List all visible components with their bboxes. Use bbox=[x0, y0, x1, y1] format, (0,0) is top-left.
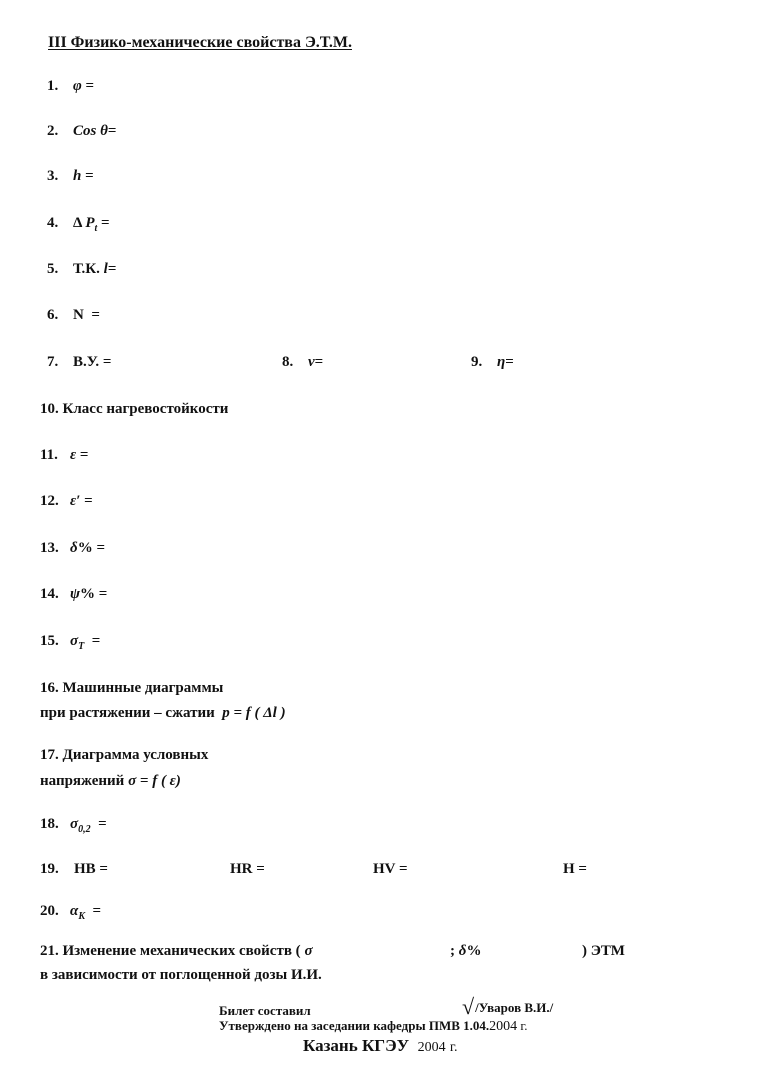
item-2 bbox=[47, 122, 116, 140]
item-19 bbox=[40, 860, 108, 878]
item-text: N = bbox=[73, 307, 100, 323]
item-10: 10. Класс нагревостойкости bbox=[40, 401, 229, 417]
item-6 bbox=[47, 306, 100, 324]
subscript: t bbox=[94, 223, 98, 234]
item-number: 18. bbox=[40, 816, 59, 832]
author-name: /Уваров В.И./ bbox=[475, 1000, 554, 1015]
hardness-h: H = bbox=[563, 861, 587, 877]
item-15 bbox=[40, 632, 100, 656]
item-number: 6. bbox=[47, 307, 59, 323]
composed-label: Билет составил bbox=[219, 1003, 311, 1018]
item-21-delta bbox=[450, 942, 481, 960]
symbol: φ bbox=[73, 78, 82, 94]
item-13 bbox=[40, 539, 105, 557]
item-text: 21. Изменение механических свойств ( bbox=[40, 943, 301, 959]
equals: = bbox=[107, 123, 117, 139]
equals: = bbox=[505, 354, 514, 370]
approval-year-suffix: г. bbox=[520, 1018, 528, 1033]
approval-line bbox=[219, 1017, 528, 1036]
symbol: P bbox=[85, 215, 95, 231]
item-3 bbox=[47, 167, 94, 185]
symbol: α bbox=[70, 903, 79, 919]
equals: % = bbox=[77, 540, 105, 556]
item-number: 20. bbox=[40, 903, 59, 919]
equals: = bbox=[84, 633, 101, 649]
city-year: 2004 bbox=[417, 1040, 446, 1055]
equals: = bbox=[84, 903, 102, 919]
symbol-sigma: σ bbox=[304, 943, 313, 959]
item-text: напряжений bbox=[40, 773, 125, 789]
equals: = bbox=[76, 447, 89, 463]
symbol: h bbox=[73, 168, 82, 184]
item-21-close: ) ЭТМ bbox=[582, 943, 625, 959]
symbol: η bbox=[497, 354, 506, 370]
item-12 bbox=[40, 492, 93, 510]
item-number: 4. bbox=[47, 215, 59, 231]
formula: p = f ( Δl ) bbox=[222, 705, 286, 721]
item-number: 9. bbox=[471, 354, 483, 370]
equals: = bbox=[81, 168, 94, 184]
item-5 bbox=[47, 260, 116, 278]
city-org: Казань КГЭУ bbox=[303, 1036, 410, 1055]
item-number: 1. bbox=[47, 78, 59, 94]
symbol: ε bbox=[70, 447, 77, 463]
equals: = bbox=[81, 78, 95, 94]
item-21-line1 bbox=[40, 942, 313, 960]
prefix: Т.К. bbox=[73, 261, 104, 277]
separator: ; bbox=[450, 943, 455, 959]
hardness-hr: HR = bbox=[230, 861, 265, 877]
item-9 bbox=[471, 353, 514, 371]
item-number: 12. bbox=[40, 493, 59, 509]
symbol: δ bbox=[70, 540, 78, 556]
item-16-line2 bbox=[40, 704, 286, 722]
item-1 bbox=[47, 77, 94, 95]
approval-year: 2004 bbox=[489, 1019, 518, 1034]
subscript: K bbox=[78, 911, 85, 922]
item-number: 19. bbox=[40, 861, 59, 877]
subscript: T bbox=[78, 641, 85, 652]
formula: σ = f ( ε) bbox=[128, 773, 181, 789]
item-number: 7. bbox=[47, 354, 59, 370]
subscript: 0,2 bbox=[78, 824, 91, 835]
hardness-hv: HV = bbox=[373, 861, 408, 877]
city-line bbox=[303, 1037, 458, 1057]
item-17-line1: 17. Диаграмма условных bbox=[40, 747, 209, 763]
item-number: 8. bbox=[282, 354, 294, 370]
author-signature bbox=[462, 996, 553, 1017]
item-7 bbox=[47, 353, 111, 371]
item-number: 2. bbox=[47, 123, 59, 139]
item-4 bbox=[47, 214, 110, 238]
item-18 bbox=[40, 815, 107, 839]
equals: = bbox=[107, 261, 117, 277]
item-text: при растяжении – сжатии bbox=[40, 705, 215, 721]
equals: % = bbox=[80, 586, 108, 602]
equals: = bbox=[97, 215, 110, 231]
symbol: l bbox=[103, 261, 108, 277]
item-number: 15. bbox=[40, 633, 59, 649]
item-number: 11. bbox=[40, 447, 58, 463]
item-11 bbox=[40, 446, 88, 464]
symbol: Cos θ bbox=[73, 123, 108, 139]
item-21-line2: в зависимости от поглощенной дозы И.И. bbox=[40, 967, 322, 983]
section-title: III Физико-механические свойства Э.Т.М. bbox=[48, 34, 352, 51]
city-year-suffix: г. bbox=[449, 1040, 458, 1055]
item-20 bbox=[40, 902, 101, 926]
item-8 bbox=[282, 353, 323, 371]
approval-text: Утверждено на заседании кафедры ПМВ 1.04. bbox=[219, 1018, 490, 1033]
item-16-line1: 16. Машинные диаграммы bbox=[40, 680, 224, 696]
item-17-line2 bbox=[40, 772, 181, 790]
item-number: 14. bbox=[40, 586, 59, 602]
item-text: В.У. = bbox=[73, 354, 112, 370]
item-14 bbox=[40, 585, 107, 603]
symbol: σ bbox=[70, 633, 79, 649]
signature-check-icon: √ bbox=[462, 994, 475, 1019]
delta-prefix: Δ bbox=[73, 215, 86, 231]
item-number: 13. bbox=[40, 540, 59, 556]
equals: = bbox=[90, 816, 107, 832]
item-number: 3. bbox=[47, 168, 59, 184]
item-number: 5. bbox=[47, 261, 59, 277]
symbol: σ bbox=[70, 816, 79, 832]
percent: % bbox=[466, 943, 482, 959]
equals: = bbox=[80, 493, 93, 509]
symbol: ψ bbox=[70, 586, 81, 602]
equals: = bbox=[314, 354, 324, 370]
symbol: ν bbox=[308, 354, 315, 370]
symbol-delta: δ bbox=[458, 943, 467, 959]
hardness-hb: HB = bbox=[74, 861, 108, 877]
symbol: ε′ bbox=[70, 493, 81, 509]
